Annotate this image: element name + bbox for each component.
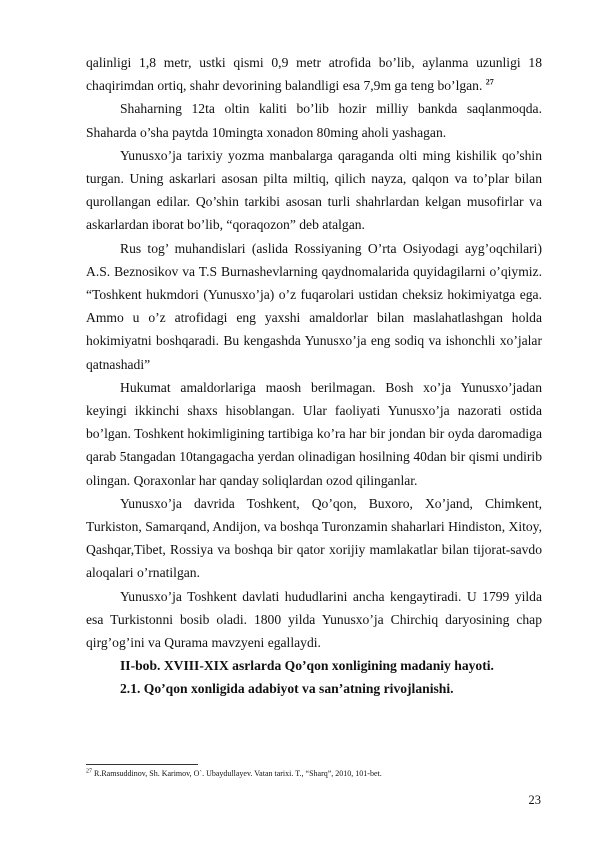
footnote (86, 769, 546, 778)
page-number: 23 (528, 793, 541, 807)
paragraph-2: Shaharning 12ta oltin kaliti bo’lib hozir milliy bankda saqlanmoqda. Shaharda o’sha paytda 10mingta xonadon 80ming aholi yashagan. (86, 101, 542, 140)
paragraph-4: Rus tog’ muhandislari (aslida Rossiyaning O’rta Osiyodagi ayg’oqchilari) A.S. Beznosikov va T.S Burnashevlarning qaydnomalarida quyidagilarni o’qiymiz. “Toshkent hukmdori (Yunusxo’ja) o’z fuqarolari ustidan cheksiz hokimiyatga ega. Ammo u o’z atrofidagi eng yaxshi amaldorlar bilan maslahatlashgan holda hokimiyatni boshqaradi. Bu kengashda Yunusxo’ja eng sodiq va ishonchli xo’jalar qatnashadi” (86, 240, 542, 372)
paragraph-7: Yunusxo’ja Toshkent davlati hududlarini ancha kengaytiradi. U 1799 yilda esa Turkistonni bosib oladi. 1800 yilda Yunusxo’ja Chirchiq daryosining chap qirg’og’ini va Qurama mavzyeni egallaydi. (86, 588, 542, 651)
paragraph-3: Yunusxo’ja tarixiy yozma manbalarga qaraganda olti ming kishilik qo’shin turgan. Uning askarlari asosan pilta miltiq, qilich nayza, qalqon va to’plar bilan qurollangan edilar. Qo’shin tarkibi asosan turli shahrlardan kelgan musofirlar va askarlardan iborat bo’lib, “qoraqozon” deb atalgan. (86, 147, 542, 233)
chapter-heading: II-bob. XVIII-XIX asrlarda Qo’qon xonligining madaniy hayoti. (120, 658, 494, 674)
footnote-text: R.Ramsuddinov, Sh. Karimov, O`. Ubaydullayev. Vatan tarixi. T., “Sharq”, 2010, 101-bet. (92, 769, 382, 778)
paragraph-5: Hukumat amaldorlariga maosh berilmagan. Bosh xo’ja Yunusxo’jadan keyingi ikkinchi shaxs hisoblangan. Ular faoliyati Yunusxo’ja nazorati ostida bo’lgan. Toshkent hokimligining tartibiga ko’ra har bir jondan bir oyda daromadiga qarab 5tangadan 10tangagacha yerdan olinadigan hosilning 40dan bir qismi undirib olingan. Qoraxonlar har qanday soliqlardan ozod qilinganlar. (86, 379, 542, 488)
footnote-number: 27 (86, 768, 92, 775)
paragraph-1-text: qalinligi 1,8 metr, ustki qismi 0,9 metr atrofida bo’lib, aylanma uzunligi 18 chaqirimdan ortiq, shahr devorining balandligi esa 7,9m ga teng bo’lgan. (86, 55, 542, 94)
paragraph-6: Yunusxo’ja davrida Toshkent, Qo’qon, Buxoro, Xo’jand, Chimkent, Turkiston, Samarqand, Andijon, va boshqa Turonzamin shaharlari Hindiston, Xitoy, Qashqar,Tibet, Rossiya va boshqa bir qator xorijiy mamlakatlar bilan tijorat-savdo aloqalari o’rnatilgan. (86, 495, 542, 581)
section-heading: 2.1. Qo’qon xonligida adabiyot va san’atning rivojlanishi. (120, 681, 454, 697)
body-text (86, 51, 542, 701)
paragraph-1 (86, 51, 542, 97)
footnote-ref: 27 (485, 77, 494, 87)
footnote-divider (86, 764, 198, 765)
